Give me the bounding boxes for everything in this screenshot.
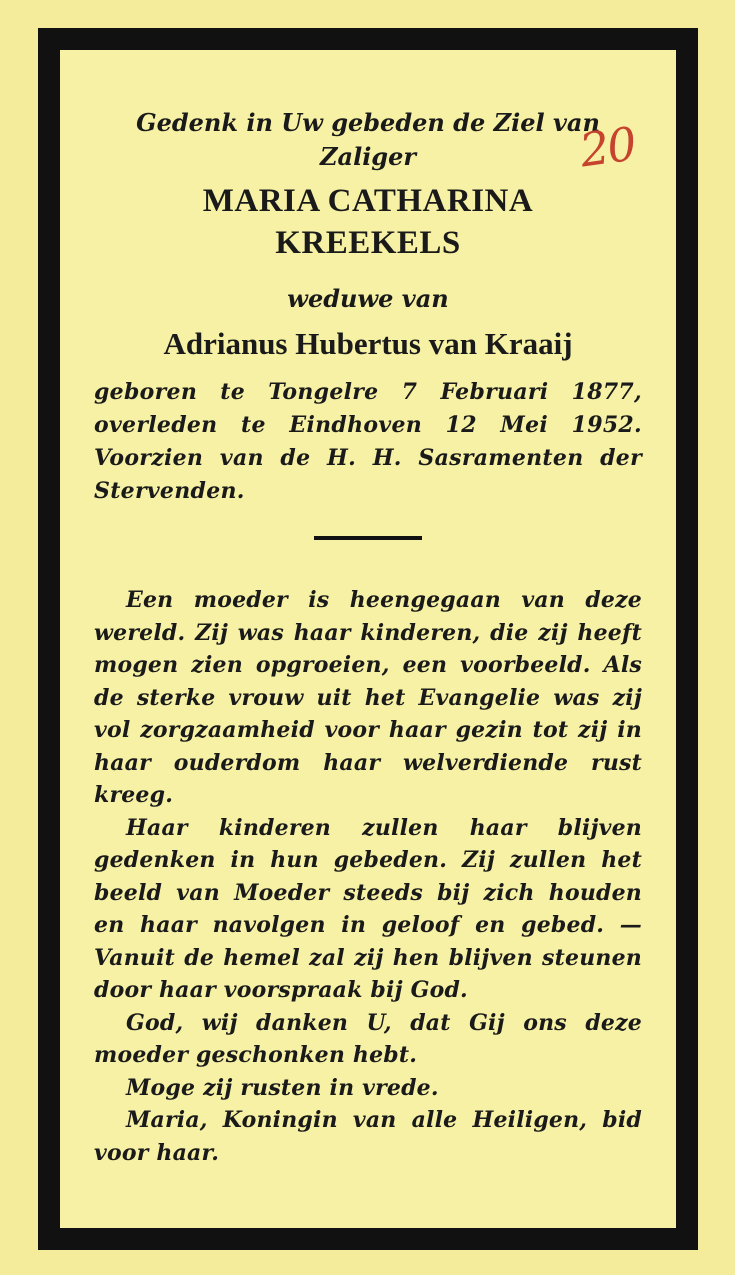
paragraph-thanks: God, wij danken U, dat Gij ons deze moeder geschonken hebt. bbox=[94, 1009, 642, 1068]
deceased-name bbox=[94, 180, 642, 264]
deceased-surname: KREEKELS bbox=[275, 225, 461, 261]
paragraph-prayer: Maria, Koningin van alle Heiligen, bid voor haar. bbox=[94, 1107, 642, 1166]
card-content bbox=[94, 106, 642, 1198]
birth-death-details: geboren te Tongelre 7 Februari 1877, overleden te Eindhoven 12 Mei 1952. Voorzien van de H. H. Sasramenten der Stervenden. bbox=[94, 379, 642, 504]
opening-prayer bbox=[94, 106, 642, 174]
opening-line-2: Zaliger bbox=[320, 142, 416, 171]
paragraph-mother: Een moeder is heengegaan van deze wereld. Zij was haar kinderen, die zij heeft mogen zien opgroeien, een voorbeeld. Als de sterke vrouw uit het Evangelie was zij vol zorgzaamheid voor haar gezin tot zij in haar ouderdom haar welverdiende rust kreeg. bbox=[94, 587, 642, 808]
widow-of-label: weduwe van bbox=[287, 284, 449, 313]
memorial-card bbox=[38, 28, 698, 1250]
paragraph-children: Haar kinderen zullen haar blijven gedenken in hun gebeden. Zij zullen het beeld van Moeder steeds bij zich houden en haar navolgen in geloof en gebed. — Vanuit de hemel zal zij hen blijven steunen door haar voorspraak bij God. bbox=[94, 814, 642, 1003]
opening-line-1: Gedenk in Uw gebeden de Ziel van bbox=[136, 108, 600, 137]
paragraph-rest: Moge zij rusten in vrede. bbox=[126, 1074, 439, 1101]
deceased-first-names: MARIA CATHARINA bbox=[202, 183, 534, 219]
handwritten-number: 20 bbox=[576, 116, 639, 178]
divider-line bbox=[314, 536, 422, 540]
husband-name: Adrianus Hubertus van Kraaij bbox=[163, 326, 573, 361]
